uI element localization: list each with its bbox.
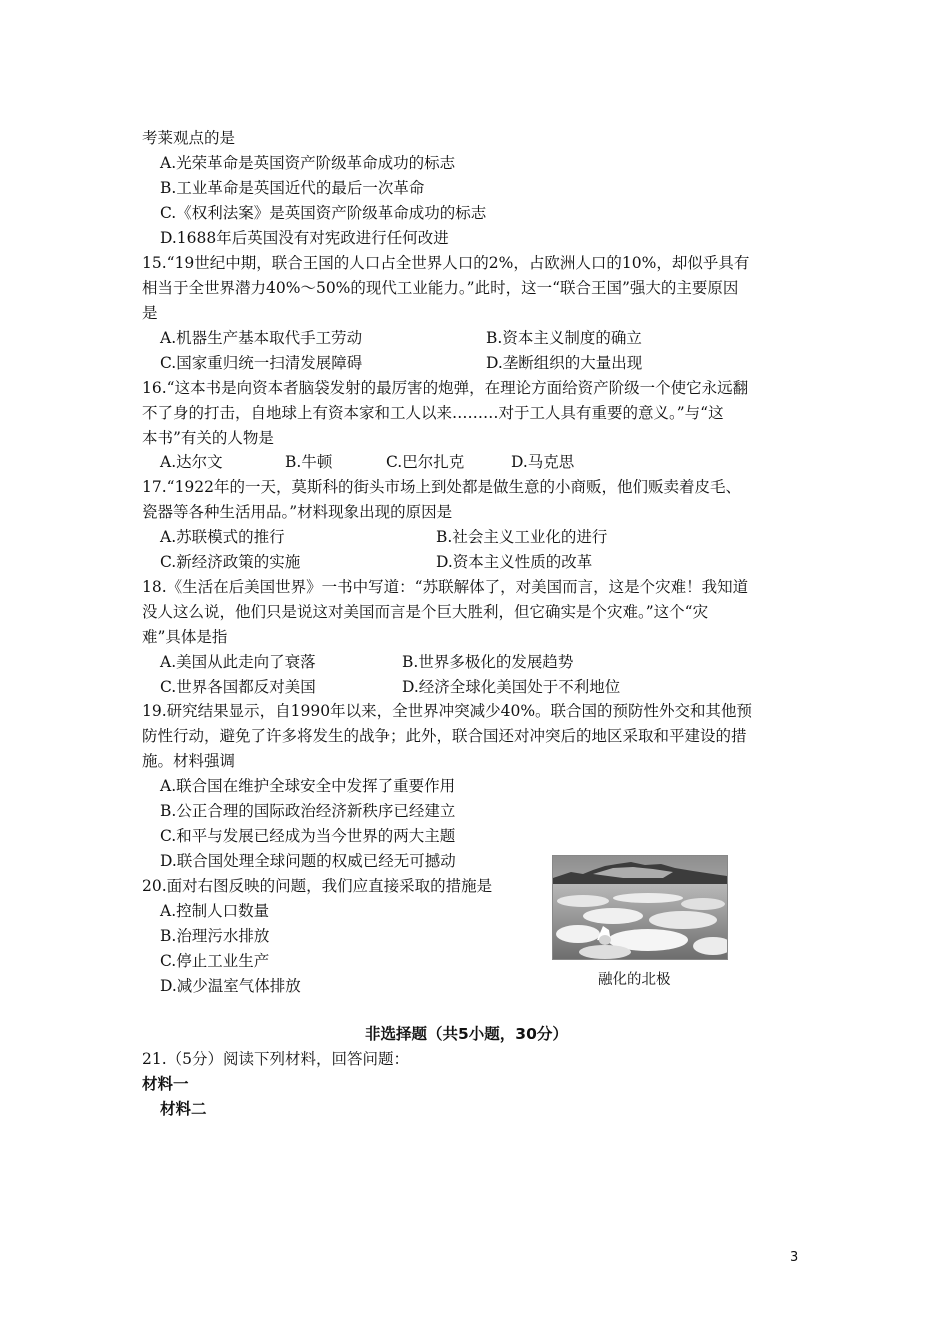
q17-option-b: B.社会主义工业化的进行 [436,528,608,546]
q19-line-2: 防性行动，避免了许多将发生的战争；此外，联合国还对冲突后的地区采取和平建设的措 [142,727,747,745]
material-one-label: 材料一 [142,1075,189,1093]
q17-line-2: 瓷器等各种生活用品。”材料现象出现的原因是 [142,503,453,521]
q18-line-2: 没人这么说，他们只是说这对美国而言是个巨大胜利，但它确实是个灾难。”这个“灾 [142,603,709,621]
q17-option-c: C.新经济政策的实施 [160,553,301,571]
q18-line-1: 18.《生活在后美国世界》一书中写道：“苏联解体了，对美国而言，这是个灾难！我知道 [142,578,749,596]
q15-option-c: C.国家重归统一扫清发展障碍 [160,354,363,372]
q14-option-a: A.光荣革命是英国资产阶级革命成功的标志 [160,154,456,172]
q16-option-d: D.马克思 [511,453,575,471]
q18-option-c: C.世界各国都反对美国 [160,678,316,696]
q17-option-a: A.苏联模式的推行 [160,528,285,546]
q14-option-d: D.1688年后英国没有对宪政进行任何改进 [160,229,449,247]
q20-option-a: A.控制人口数量 [160,902,270,920]
q19-option-a: A.联合国在维护全球安全中发挥了重要作用 [160,777,456,795]
q15-option-a: A.机器生产基本取代手工劳动 [160,329,363,347]
q18-line-3: 难”具体是指 [142,628,228,646]
q16-line-2: 不了身的打击，自地球上有资本家和工人以来………对于工人具有重要的意义。”与“这 [142,404,724,422]
q19-option-c: C.和平与发展已经成为当今世界的两大主题 [160,827,456,845]
q14-option-c: C.《权利法案》是英国资产阶级革命成功的标志 [160,204,487,222]
q21-stem: 21.（5分）阅读下列材料，回答问题： [142,1050,410,1068]
q20-option-d: D.减少温室气体排放 [160,977,301,995]
material-two-label: 材料二 [160,1100,207,1118]
photo-caption: 融化的北极 [598,972,671,988]
q19-option-b: B.公正合理的国际政治经济新秩序已经建立 [160,802,456,820]
q20-line-1: 20.面对右图反映的问题，我们应直接采取的措施是 [142,877,493,895]
q18-option-d: D.经济全球化美国处于不利地位 [402,678,621,696]
q15-line-2: 相当于全世界潜力40%～50%的现代工业能力。”此时，这一“联合王国”强大的主要原因 [142,279,739,297]
q15-option-d: D.垄断组织的大量出现 [486,354,643,372]
q19-line-1: 19.研究结果显示，自1990年以来，全世界冲突减少40%。联合国的预防性外交和其他预 [142,702,753,720]
q15-line-3: 是 [142,304,158,322]
q16-option-a: A.达尔文 [160,453,223,471]
section-heading: 非选择题（共5小题，30分） [365,1025,568,1043]
q16-line-1: 16.“这本书是向资本者脑袋发射的最厉害的炮弹，在理论方面给资产阶级一个使它永远翻 [142,379,749,397]
q14-stem: 考莱观点的是 [142,129,236,147]
melting-arctic-photo [552,855,728,960]
q15-line-1: 15.“19世纪中期，联合王国的人口占全世界人口的2%，占欧洲人口的10%，却似乎具有 [142,254,750,272]
q18-option-b: B.世界多极化的发展趋势 [402,653,574,671]
q16-line-3: 本书”有关的人物是 [142,429,274,447]
q20-option-c: C.停止工业生产 [160,952,270,970]
page-number: 3 [790,1250,799,1265]
q16-option-c: C.巴尔扎克 [386,453,465,471]
q17-line-1: 17.“1922年的一天，莫斯科的街头市场上到处都是做生意的小商贩，他们贩卖着皮毛、 [142,478,742,496]
q17-option-d: D.资本主义性质的改革 [436,553,593,571]
q15-option-b: B.资本主义制度的确立 [486,329,642,347]
q16-option-b: B.牛顿 [285,453,333,471]
q19-line-3: 施。材料强调 [142,752,236,770]
q14-option-b: B.工业革命是英国近代的最后一次革命 [160,179,425,197]
q18-option-a: A.美国从此走向了衰落 [160,653,316,671]
q19-option-d: D.联合国处理全球问题的权威已经无可撼动 [160,852,456,870]
q20-option-b: B.治理污水排放 [160,927,270,945]
